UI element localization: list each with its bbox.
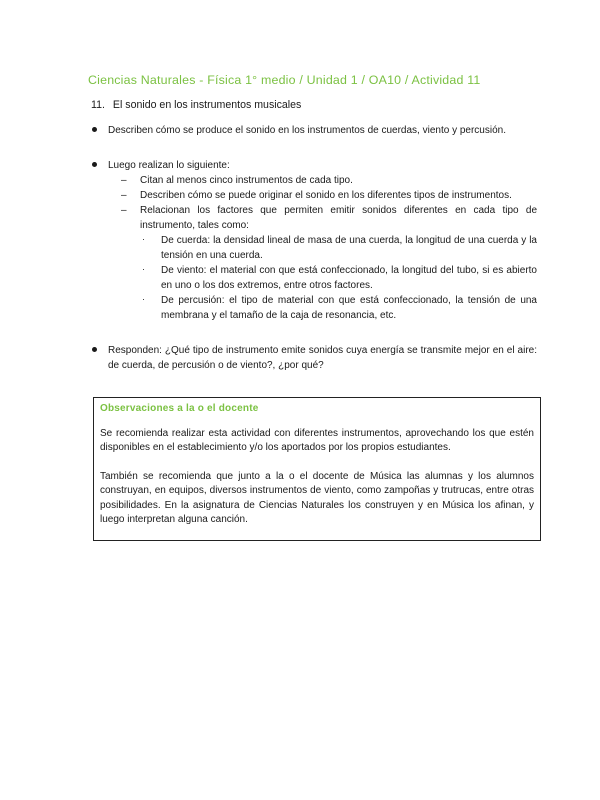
bullet-text: Responden: ¿Qué tipo de instrumento emite sonidos cuya energía se transmite mejor en el aire: de cuerda, de percusión o de viento?, ¿por qué? <box>108 345 537 371</box>
sub-item-text: De viento: el material con que está confeccionado, la longitud del tubo, si es abierto en uno o los dos extremos, entre otros factores. <box>161 265 537 291</box>
dash-item <box>108 203 537 323</box>
dash-item <box>108 173 537 188</box>
sub-marker-icon: · <box>142 264 145 274</box>
sub-item <box>140 263 537 293</box>
bullet-text: Describen cómo se produce el sonido en los instrumentos de cuerdas, viento y percusión. <box>108 125 506 136</box>
bullet-item <box>91 123 537 138</box>
dash-marker-icon: – <box>121 175 127 186</box>
dash-item-text: Relacionan los factores que permiten emitir sonidos diferentes en cada tipo de instrumento, tales como: <box>140 205 537 231</box>
activity-title: El sonido en los instrumentos musicales <box>112 99 302 111</box>
dash-item <box>108 188 537 203</box>
activity-number: 11. <box>91 99 105 111</box>
dash-list <box>108 173 537 323</box>
sub-item-text: De percusión: el tipo de material con que está confeccionado, la tensión de una membrana y el tamaño de la caja de resonancia, etc. <box>161 295 537 321</box>
teacher-observations-box <box>93 397 541 541</box>
activity-content <box>91 123 537 393</box>
dash-marker-icon: – <box>121 205 127 216</box>
sub-item <box>140 233 537 263</box>
sub-item <box>140 293 537 323</box>
observations-title: Observaciones a la o el docente <box>100 403 259 414</box>
sub-list <box>140 233 537 323</box>
bullet-item <box>91 158 537 323</box>
bullet-dot-icon <box>92 347 97 352</box>
dash-marker-icon: – <box>121 190 127 201</box>
observations-paragraph: También se recomienda que junto a la o el docente de Música las alumnas y los alumnos construyan, en equipos, diversos instrumentos de viento, como zampoñas y trutrucas, entre otras posibilidades. En la asignatura de Ciencias Naturales los construyen y en Música los afinan, y luego interpretan alguna canción. <box>100 470 534 525</box>
page-header-title: Ciencias Naturales - Física 1° medio / Unidad 1 / OA10 / Actividad 11 <box>88 73 481 87</box>
bullet-item <box>91 343 537 373</box>
dash-item-text: Citan al menos cinco instrumentos de cada tipo. <box>140 175 353 186</box>
sub-marker-icon: · <box>142 234 145 244</box>
sub-item-text: De cuerda: la densidad lineal de masa de una cuerda, la longitud de una cuerda y la tensión en una cuerda. <box>161 235 537 261</box>
bullet-dot-icon <box>92 127 97 132</box>
bullet-text: Luego realizan lo siguiente: <box>108 160 230 171</box>
sub-marker-icon: · <box>142 294 145 304</box>
activity-heading <box>91 99 301 111</box>
bullet-dot-icon <box>92 162 97 167</box>
observations-paragraph: Se recomienda realizar esta actividad con diferentes instrumentos, aprovechando los que estén disponibles en el establecimiento y/o los aportados por los propios estudiantes. <box>100 427 534 453</box>
dash-item-text: Describen cómo se puede originar el sonido en los diferentes tipos de instrumentos. <box>140 190 512 201</box>
